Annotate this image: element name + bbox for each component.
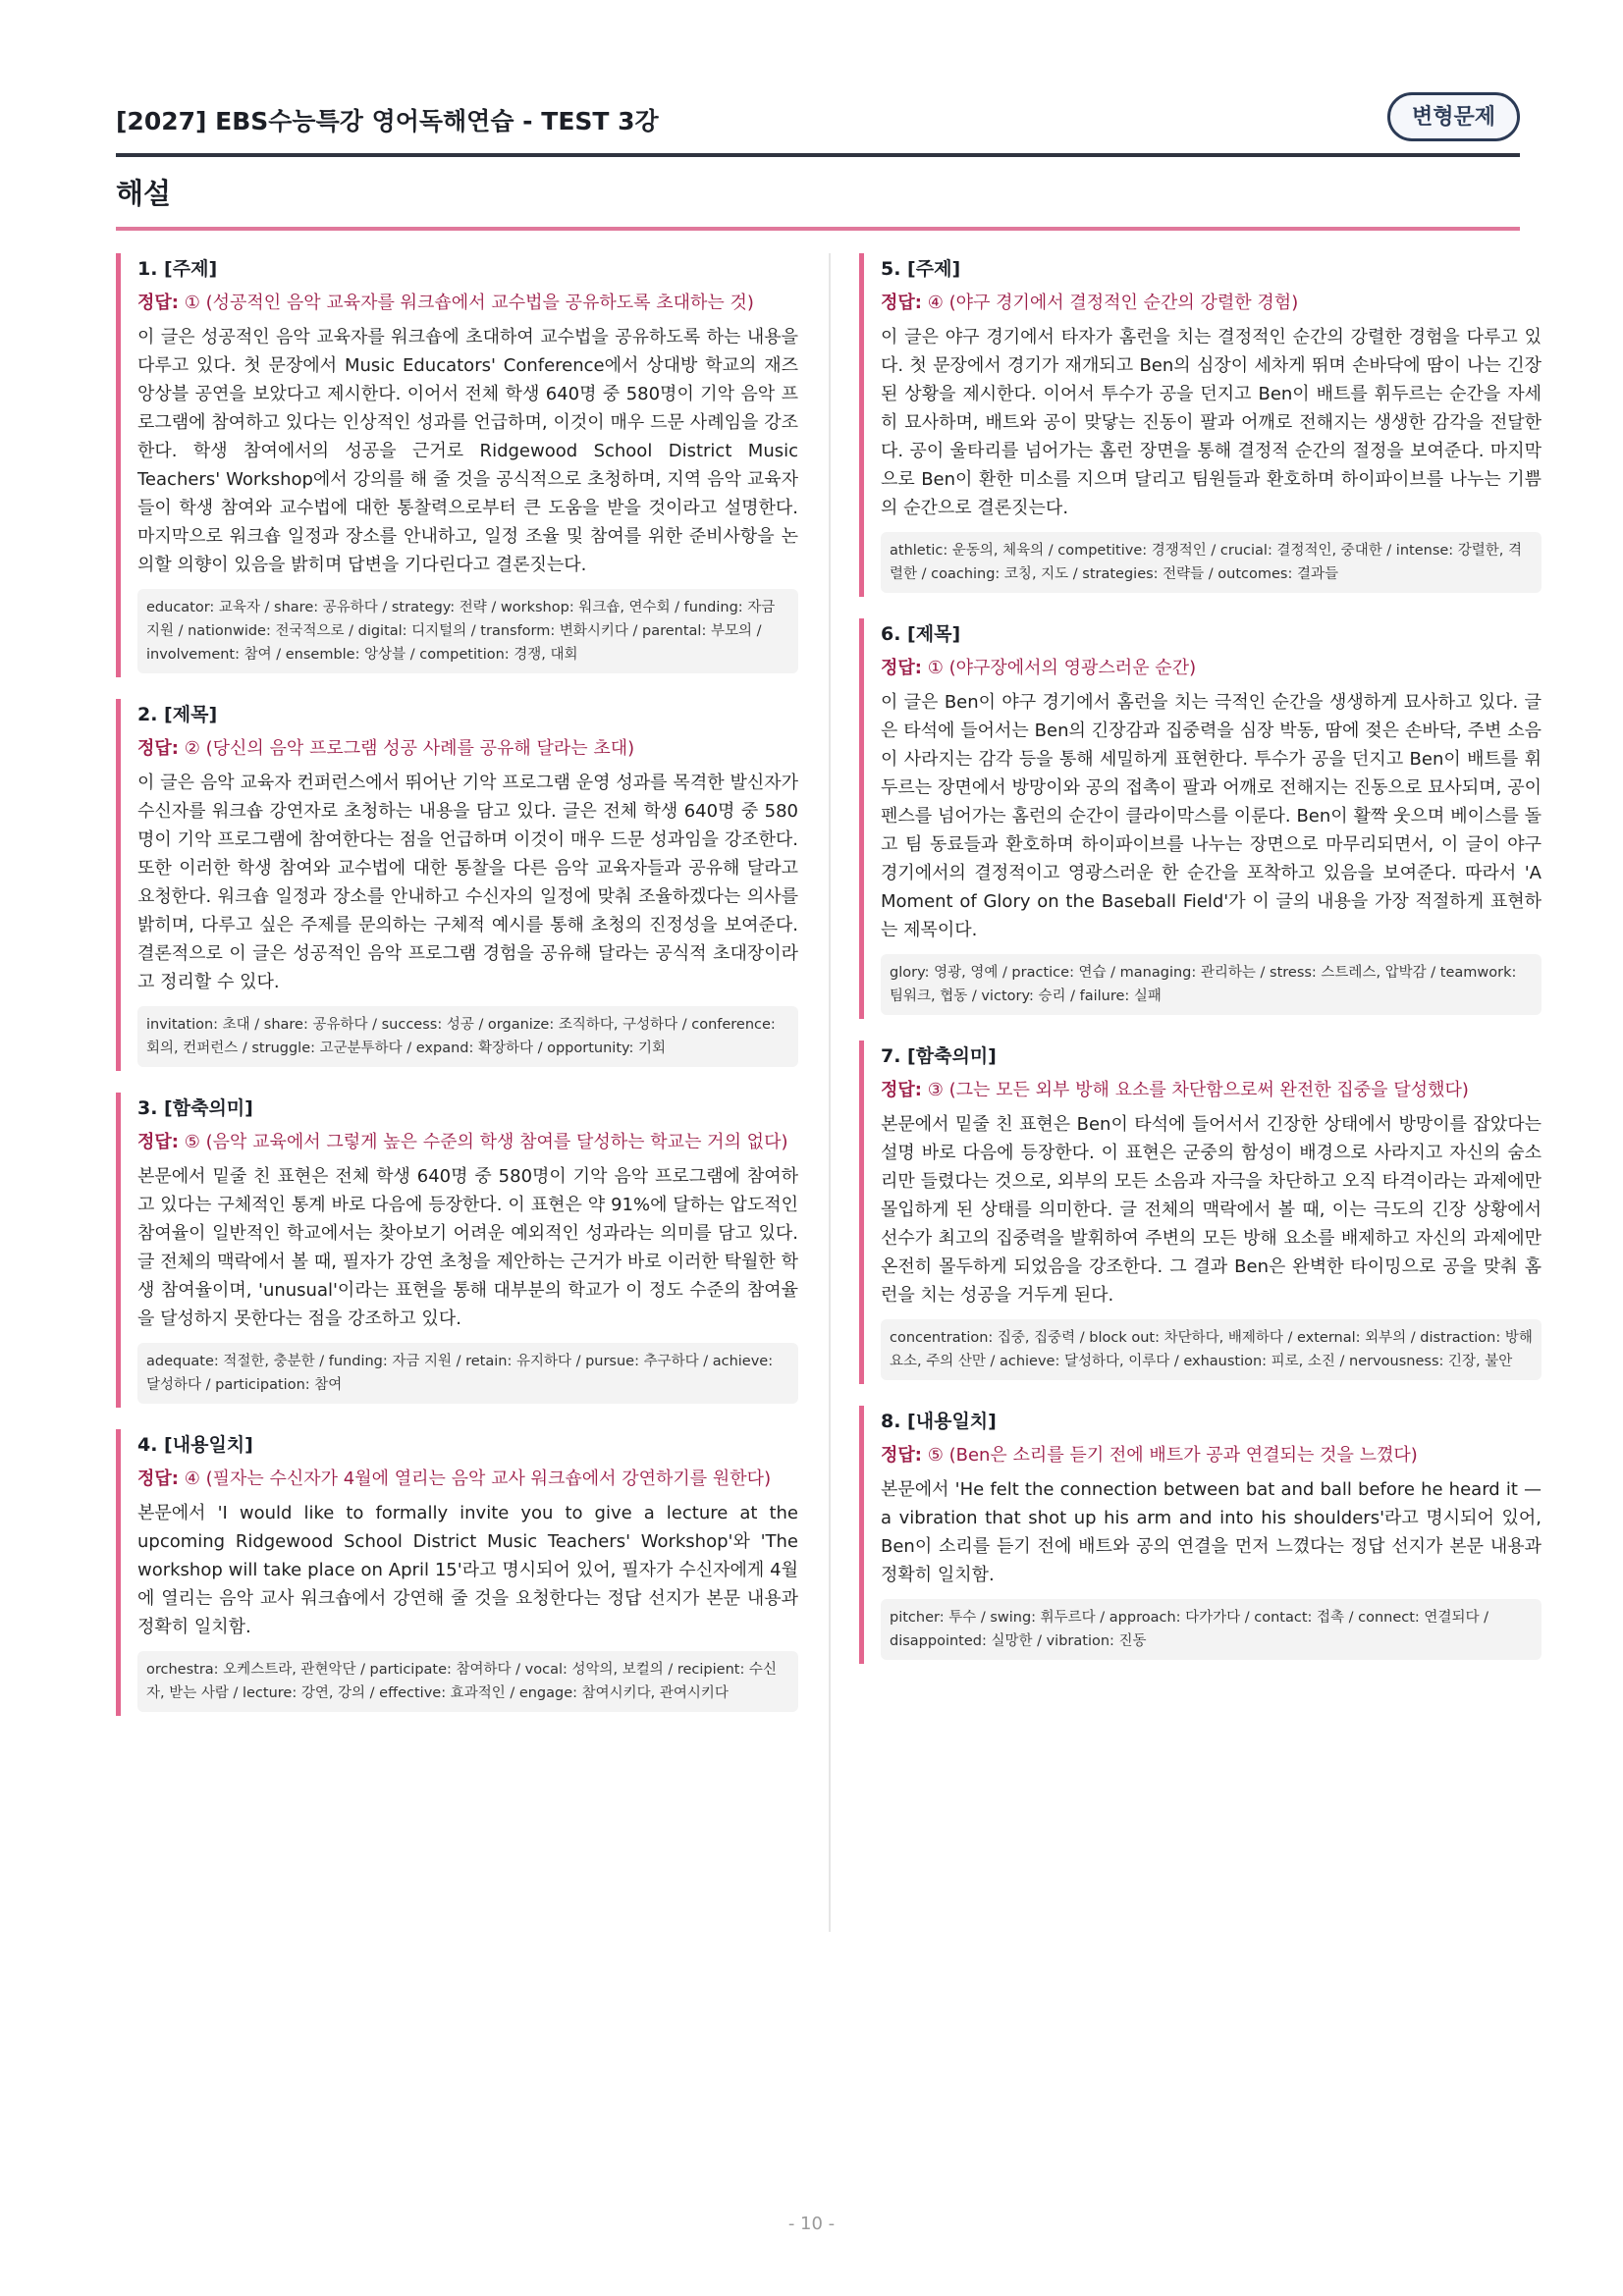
question-7: [859, 1041, 1542, 1384]
answer-line: [881, 1441, 1542, 1469]
answer-line: [137, 289, 798, 317]
question-5: [859, 253, 1542, 597]
vocabulary-box: glory: 영광, 영예 / practice: 연습 / managing: 관리하는 / stress: 스트레스, 압박감 / teamwork: 팀워크, 협동 / victory: 승리 / failure: 실패: [881, 954, 1542, 1015]
vocabulary-box: orchestra: 오케스트라, 관현악단 / participate: 참여하다 / vocal: 성악의, 보컬의 / recipient: 수신자, 받는 사람 / lecture: 강연, 강의 / effective: 효과적인 / engage: 참여시키다, 관여시키다: [137, 1651, 798, 1712]
answer-label: 정답:: [881, 1080, 922, 1100]
answer-line: [881, 654, 1542, 682]
section-divider: [116, 227, 1520, 231]
variant-badge: 변형문제: [1387, 92, 1520, 141]
vocabulary-box: athletic: 운동의, 체육의 / competitive: 경쟁적인 / crucial: 결정적인, 중대한 / intense: 강렬한, 격렬한 / coaching: 코칭, 지도 / strategies: 전략들 / outcomes: 결과들: [881, 532, 1542, 593]
header-title: [2027] EBS수능특강 영어독해연습 - TEST 3강: [116, 107, 659, 135]
vocabulary-box: pitcher: 투수 / swing: 휘두르다 / approach: 다가가다 / contact: 접촉 / connect: 연결되다 / disappointed: 실망한 / vibration: 진동: [881, 1599, 1542, 1660]
header: [116, 92, 1520, 157]
answer-label: 정답:: [137, 1468, 179, 1489]
right-column: [859, 253, 1542, 1685]
question-4: [116, 1429, 798, 1716]
explanation-text: 본문에서 'He felt the connection between bat and ball before he heard it — a vibration that shot up his arm and into his shoulders'라고 명시되어 있어, Ben이 소리를 듣기 전에 배트와 공의 연결을 먼저 느꼈다는 정답 선지가 본문 내용과 정확히 일치함.: [881, 1479, 1542, 1585]
column-divider: [829, 253, 831, 1932]
question-6: [859, 618, 1542, 1019]
explanation-text: 본문에서 밑줄 친 표현은 Ben이 타석에 들어서서 긴장한 상태에서 방망이를 잡았다는 설명 바로 다음에 등장한다. 이 표현은 군중의 함성이 배경으로 사라지고 자신의 숨소리만 들렸다는 것으로, 외부의 모든 소음과 자극을 차단하고 오직 타격이라는 과제에만 몰입하게 된 상태를 의미한다. 글 전체의 맥락에서 볼 때, 이는 극도의 긴장 상황에서 선수가 최고의 집중력을 발휘하여 주변의 모든 방해 요소를 배제하고 자신의 과제에만 온전히 몰두하게 되었음을 강조한다. 그 결과 Ben은 완벽한 타이밍으로 공을 맞춰 홈런을 치는 성공을 거두게 된다.: [881, 1114, 1542, 1306]
question-heading: 2. [제목]: [137, 704, 218, 725]
question-heading: 5. [주제]: [881, 258, 961, 280]
answer-text: ① (야구장에서의 영광스러운 순간): [927, 658, 1197, 678]
answer-text: ④ (야구 경기에서 결정적인 순간의 강렬한 경험): [927, 293, 1299, 313]
answer-label: 정답:: [881, 293, 922, 313]
answer-line: [137, 1128, 798, 1156]
answer-text: ⑤ (Ben은 소리를 듣기 전에 배트가 공과 연결되는 것을 느꼈다): [927, 1445, 1418, 1466]
answer-line: [137, 1465, 798, 1493]
vocabulary-box: concentration: 집중, 집중력 / block out: 차단하다, 배제하다 / external: 외부의 / distraction: 방해 요소, 주의 산만 / achieve: 달성하다, 이루다 / exhaustion: 피로, 소진 / nervousness: 긴장, 불안: [881, 1319, 1542, 1380]
answer-line: [881, 1076, 1542, 1104]
answer-label: 정답:: [881, 658, 922, 678]
question-8: [859, 1406, 1542, 1664]
question-heading: 4. [내용일치]: [137, 1434, 253, 1456]
page: [116, 0, 1542, 2296]
question-heading: 7. [함축의미]: [881, 1045, 997, 1067]
explanation-text: 이 글은 성공적인 음악 교육자를 워크숍에 초대하여 교수법을 공유하도록 하는 내용을 다루고 있다. 첫 문장에서 Music Educators' Conference에서 상대방 학교의 재즈 앙상블 공연을 보았다고 제시한다. 이어서 전체 학생 640명 중 580명이 기악 음악 프로그램에 참여하고 있다는 인상적인 성과를 언급하며, 이것이 매우 드문 사례임을 강조한다. 학생 참여에서의 성공을 근거로 Ridgewood School District Music Teachers' Workshop에서 강의를 해 줄 것을 공식적으로 초청하며, 지역 음악 교육자들이 학생 참여와 교수법에 대한 통찰력으로부터 큰 도움을 받을 것이라고 설명한다. 마지막으로 워크숍 일정과 장소를 안내하고, 일정 조율 및 참여를 위한 준비사항을 논의할 의향이 있음을 밝히며 답변을 기다린다고 결론짓는다.: [137, 327, 798, 575]
answer-text: ⑤ (음악 교육에서 그렇게 높은 수준의 학생 참여를 달성하는 학교는 거의 없다): [184, 1132, 788, 1152]
vocabulary-box: invitation: 초대 / share: 공유하다 / success: 성공 / organize: 조직하다, 구성하다 / conference: 회의, 컨퍼런스 / struggle: 고군분투하다 / expand: 확장하다 / opportunity: 기회: [137, 1006, 798, 1067]
section-title: 해설: [116, 177, 172, 210]
answer-label: 정답:: [137, 1132, 179, 1152]
question-heading: 3. [함축의미]: [137, 1097, 253, 1119]
vocabulary-box: educator: 교육자 / share: 공유하다 / strategy: 전략 / workshop: 워크숍, 연수회 / funding: 자금 지원 / nationwide: 전국적으로 / digital: 디지털의 / transform: 변화시키다 / parental: 부모의 / involvement: 참여 / ensemble: 앙상블 / competition: 경쟁, 대회: [137, 589, 798, 673]
explanation-text: 본문에서 밑줄 친 표현은 전체 학생 640명 중 580명이 기악 음악 프로그램에 참여하고 있다는 구체적인 통계 바로 다음에 등장한다. 이 표현은 약 91%에 달하는 압도적인 참여율이 일반적인 학교에서는 찾아보기 어려운 예외적인 성과라는 의미를 담고 있다. 글 전체의 맥락에서 볼 때, 필자가 강연 초청을 제안하는 근거가 바로 이러한 탁월한 학생 참여율이며, 'unusual'이라는 표현을 통해 대부분의 학교가 이 정도 수준의 참여율을 달성하지 못한다는 점을 강조하고 있다.: [137, 1166, 798, 1329]
answer-text: ② (당신의 음악 프로그램 성공 사례를 공유해 달라는 초대): [184, 738, 635, 759]
question-heading: 6. [제목]: [881, 623, 961, 645]
answer-line: [881, 289, 1542, 317]
answer-text: ③ (그는 모든 외부 방해 요소를 차단함으로써 완전한 집중을 달성했다): [927, 1080, 1469, 1100]
answer-label: 정답:: [881, 1445, 922, 1466]
explanation-text: 이 글은 Ben이 야구 경기에서 홈런을 치는 극적인 순간을 생생하게 묘사하고 있다. 글은 타석에 들어서는 Ben의 긴장감과 집중력을 심장 박동, 땀에 젖은 손바닥, 주변 소음이 사라지는 감각 등을 통해 세밀하게 표현한다. 투수가 공을 던지고 Ben이 배트를 휘두르는 장면에서 방망이와 공의 접촉이 팔과 어깨로 전해지는 진동으로 묘사되며, 공이 펜스를 넘어가는 홈런의 순간이 클라이막스를 이룬다. Ben이 활짝 웃으며 베이스를 돌고 팀 동료들과 환호하며 하이파이브를 나누는 장면으로 마무리되면서, 이 글이 야구 경기에서의 결정적이고 영광스러운 한 순간을 포착하고 있음을 보여준다. 따라서 'A Moment of Glory on the Baseball Field'가 이 글의 내용을 가장 적절하게 표현하는 제목이다.: [881, 692, 1542, 940]
answer-text: ④ (필자는 수신자가 4월에 열리는 음악 교사 워크숍에서 강연하기를 원한다): [184, 1468, 772, 1489]
answer-label: 정답:: [137, 293, 179, 313]
question-heading: 8. [내용일치]: [881, 1411, 997, 1432]
explanation-text: 본문에서 'I would like to formally invite you to give a lecture at the upcoming Ridgewood School District Music Teachers' Workshop'와 'The workshop will take place on April 15'라고 명시되어 있어, 필자가 수신자에게 4월에 열리는 음악 교사 워크숍에서 강연해 줄 것을 요청한다는 정답 선지가 본문 내용과 정확히 일치함.: [137, 1503, 798, 1637]
question-3: [116, 1093, 798, 1408]
explanation-text: 이 글은 음악 교육자 컨퍼런스에서 뛰어난 기악 프로그램 운영 성과를 목격한 발신자가 수신자를 워크숍 강연자로 초청하는 내용을 담고 있다. 글은 전체 학생 640명 중 580명이 기악 프로그램에 참여한다는 점을 언급하며 이것이 매우 드문 성과임을 강조한다. 또한 이러한 학생 참여와 교수법에 대한 통찰을 다른 음악 교육자들과 공유해 달라고 요청한다. 워크숍 일정과 장소를 안내하고 수신자의 일정에 맞춰 조율하겠다는 의사를 밝히며, 다루고 싶은 주제를 문의하는 구체적 예시를 통해 초청의 진정성을 보여준다. 결론적으로 이 글은 성공적인 음악 프로그램 경험을 공유해 달라는 공식적 초대장이라고 정리할 수 있다.: [137, 773, 798, 992]
explanation-text: 이 글은 야구 경기에서 타자가 홈런을 치는 결정적인 순간의 강렬한 경험을 다루고 있다. 첫 문장에서 경기가 재개되고 Ben의 심장이 세차게 뛰며 손바닥에 땀이 나는 긴장된 상황을 제시한다. 이어서 투수가 공을 던지고 Ben이 배트를 휘두르는 순간을 자세히 묘사하며, 배트와 공이 맞닿는 진동이 팔과 어깨로 전해지는 생생한 감각을 전달한다. 공이 울타리를 넘어가는 홈런 장면을 통해 결정적 순간의 절정을 보여준다. 마지막으로 Ben이 환한 미소를 지으며 달리고 팀원들과 환호하며 하이파이브를 나누는 기쁨의 순간으로 결론짓는다.: [881, 327, 1542, 518]
answer-label: 정답:: [137, 738, 179, 759]
question-1: [116, 253, 798, 677]
question-2: [116, 699, 798, 1071]
vocabulary-box: adequate: 적절한, 충분한 / funding: 자금 지원 / retain: 유지하다 / pursue: 추구하다 / achieve: 달성하다 / participation: 참여: [137, 1343, 798, 1404]
question-heading: 1. [주제]: [137, 258, 218, 280]
page-number: - 10 -: [787, 2214, 836, 2234]
left-column: [116, 253, 798, 1737]
answer-line: [137, 734, 798, 763]
answer-text: ① (성공적인 음악 교육자를 워크숍에서 교수법을 공유하도록 초대하는 것): [184, 293, 754, 313]
